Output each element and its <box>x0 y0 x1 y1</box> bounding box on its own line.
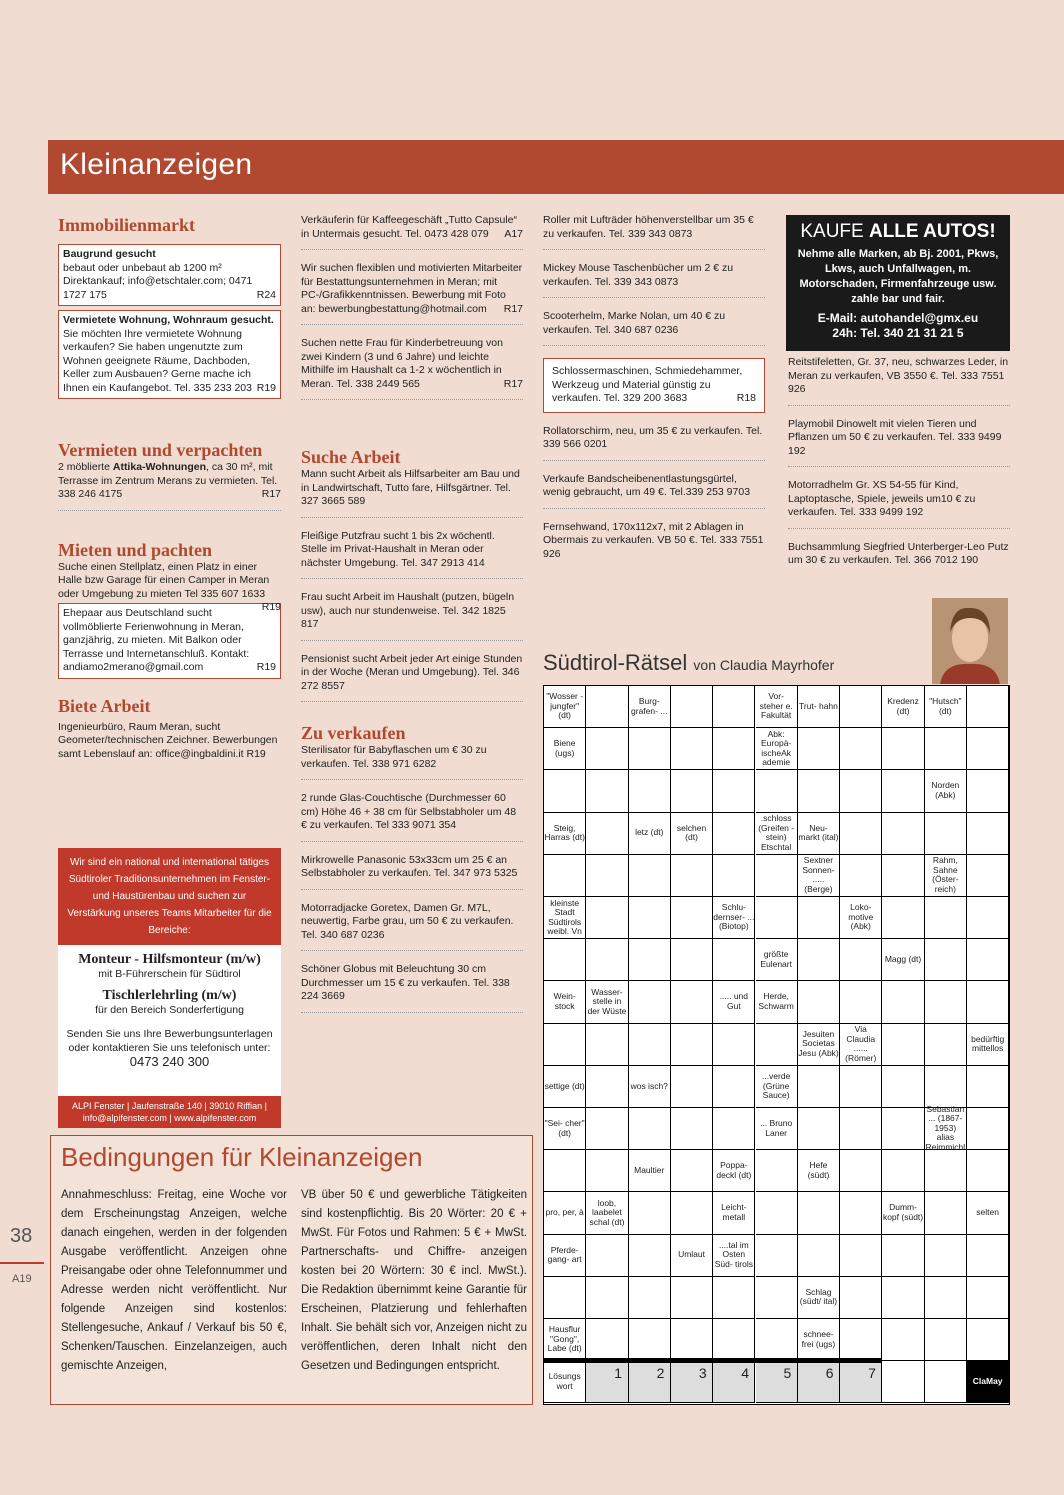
grid-cell[interactable] <box>671 981 713 1023</box>
grid-cell[interactable] <box>586 1277 628 1319</box>
solution-divider <box>544 1358 882 1363</box>
grid-cell[interactable] <box>586 686 628 728</box>
grid-cell[interactable] <box>629 1361 671 1403</box>
ad-couchtische: 2 runde Glas-Couchtische (Durchmesser 60 cm) Höhe 46 + 38 cm für Selbstabholer um 48 € zu verkaufen. Tel 333 9071 354 <box>301 792 523 842</box>
grid-cell[interactable] <box>713 1361 755 1403</box>
grid-cell[interactable] <box>671 686 713 728</box>
clue-cell: Neu- markt (ital) <box>798 813 840 855</box>
grid-cell[interactable] <box>586 939 628 981</box>
clue-cell: Schlu- dernser- ... (Biotop) <box>713 897 755 939</box>
grid-cell[interactable] <box>925 728 967 770</box>
clue-cell: "Hutsch" (dt) <box>925 686 967 728</box>
clue-cell: Norden (Abk) <box>925 770 967 812</box>
clue-cell: Herde, Schwarm <box>756 981 798 1023</box>
conditions-title: Bedingungen für Kleinanzeigen <box>61 1142 423 1172</box>
grid-cell[interactable] <box>629 981 671 1023</box>
grid-cell[interactable] <box>629 1277 671 1319</box>
column-4 <box>788 356 1010 568</box>
grid-cell[interactable] <box>840 813 882 855</box>
grid-cell[interactable] <box>798 981 840 1023</box>
grid-cell[interactable] <box>586 1108 628 1150</box>
grid-cell[interactable] <box>544 939 586 981</box>
grid-cell[interactable] <box>840 981 882 1023</box>
grid-cell[interactable] <box>756 855 798 897</box>
grid-cell[interactable] <box>840 1277 882 1319</box>
grid-cell[interactable] <box>967 770 1009 812</box>
clue-cell: Via Claudia ...... (Römer) <box>840 1024 882 1066</box>
puzzle-title: Südtirol-Rätsel von Claudia Mayrhofer <box>543 650 835 675</box>
grid-cell[interactable] <box>967 855 1009 897</box>
job-title-2: Tischlerlehrling (m/w) <box>102 988 237 1003</box>
brand-cell: ClaMay <box>967 1361 1009 1403</box>
grid-cell[interactable] <box>544 855 586 897</box>
clue-cell: Schlag (südt/ ital) <box>798 1277 840 1319</box>
solution-number: 2 <box>656 1365 665 1382</box>
grid-cell[interactable] <box>629 1319 671 1361</box>
grid-cell[interactable] <box>882 1319 924 1361</box>
grid-cell[interactable] <box>882 855 924 897</box>
car-buying-ad: KAUFE ALLE AUTOS! Nehme alle Marken, ab Bj. 2001, Pkws, Lkws, auch Unfallwagen, m. Motorschaden, Firmenfahrzeuge usw. zahle bar und fair. E-Mail: autohandel@gmx.eu 24h: Tel. 340 21 31 21 5 <box>786 215 1010 351</box>
grid-cell[interactable] <box>586 813 628 855</box>
grid-cell[interactable] <box>586 1024 628 1066</box>
ad-playmobil: Playmobil Dinowelt mit vielen Tieren und Pflanzen um 50 € zu verkaufen. Tel. 333 9499 192 <box>788 418 1010 468</box>
grid-cell[interactable] <box>713 1319 755 1361</box>
ad-buchsammlung: Buchsammlung Siegfried Unterberger-Leo Putz um 30 € zu verkaufen. Tel. 366 7012 190 <box>788 540 1009 566</box>
clue-cell: Umlaut <box>671 1235 713 1277</box>
grid-cell[interactable] <box>840 1066 882 1108</box>
ad-sterilisator: Sterilisator für Babyflaschen um € 30 zu verkaufen. Tel. 338 971 6282 <box>301 744 523 780</box>
grid-cell[interactable] <box>840 1319 882 1361</box>
heading-vermieten: Vermieten und verpachten <box>58 440 263 460</box>
ad-stellplatz: Suche einen Stellplatz, einen Platz in einer Halle bzw Garage für einen Camper in Meran oder Umgebung zu mieten Tel 335 607 1633 R19 <box>58 560 281 613</box>
grid-cell[interactable] <box>671 1150 713 1192</box>
grid-cell[interactable] <box>713 813 755 855</box>
clue-cell: Trut- hahn <box>798 686 840 728</box>
grid-cell[interactable] <box>798 897 840 939</box>
grid-cell[interactable] <box>756 1361 798 1403</box>
clue-cell: Steig, Harras (dt) <box>544 813 586 855</box>
clue-cell: Biene (ugs) <box>544 728 586 770</box>
grid-cell[interactable] <box>840 1150 882 1192</box>
clue-cell: Sextner Sonnen- ..... (Berge) <box>798 855 840 897</box>
grid-cell[interactable] <box>544 1150 586 1192</box>
grid-cell[interactable] <box>882 813 924 855</box>
grid-cell[interactable] <box>586 770 628 812</box>
ad-vermietete-wohnung: Vermietete Wohnung, Wohnraum gesucht. Sie möchten Ihre vermietete Wohnung verkaufen? Sie haben ungenutzte zum Wohnen geeignete Räume, Dachboden, Keller zum Ausbauen? Gerne mache ich Ihnen ein Kaufangebot. Tel. 335 233 203 R19 <box>58 310 281 399</box>
grid-cell[interactable] <box>756 1319 798 1361</box>
clue-cell: "Sei- cher" (dt) <box>544 1108 586 1150</box>
clue-cell: selchen (dt) <box>671 813 713 855</box>
clue-cell: Loko- motive (Abk) <box>840 897 882 939</box>
page-marker <box>0 1262 44 1264</box>
grid-cell[interactable] <box>882 897 924 939</box>
grid-cell[interactable] <box>629 1192 671 1234</box>
grid-cell[interactable] <box>882 1108 924 1150</box>
grid-cell[interactable] <box>756 1024 798 1066</box>
ad-attika: 2 möblierte Attika-Wohnungen, ca 30 m², mit Terrasse im Zentrum Merans zu vermieten. Tel. 338 246 4175 R17 <box>58 461 281 511</box>
ad-bandscheiben: Verkaufe Bandscheibenentlastungsgürtel, wenig gebraucht, um 49 €. Tel.339 253 9703 <box>543 473 765 509</box>
grid-cell[interactable] <box>671 1066 713 1108</box>
grid-cell[interactable] <box>629 770 671 812</box>
ad-verkaeuferin: Verkäuferin für Kaffeegeschäft „Tutto Capsule“ in Untermais gesucht. Tel. 0473 428 079 A17 <box>301 214 523 250</box>
clue-cell: Maultier <box>629 1150 671 1192</box>
ad-mikrowelle: Mirkrowelle Panasonic 53x33cm um 25 € an Selbstabholer zu verkaufen. Tel. 347 973 5325 <box>301 854 523 890</box>
ad-pensionist: Pensionist sucht Arbeit jeder Art einige Stunden in der Woche (Meran und Umgebung). Tel. 346 272 8557 <box>301 653 523 703</box>
ad-rollatorschirm: Rollatorschirm, neu, um 35 € zu verkaufen. Tel. 339 566 0201 <box>543 425 765 461</box>
grid-cell[interactable] <box>967 939 1009 981</box>
grid-cell[interactable] <box>544 1277 586 1319</box>
heading-zu-verkaufen: Zu verkaufen <box>301 723 406 743</box>
clue-cell: Vor- steher e. Fakultät <box>756 686 798 728</box>
grid-cell[interactable] <box>840 1192 882 1234</box>
grid-cell[interactable] <box>925 813 967 855</box>
grid-cell[interactable] <box>586 1361 628 1403</box>
grid-cell[interactable] <box>840 1108 882 1150</box>
grid-cell[interactable] <box>713 770 755 812</box>
conditions-right: VB über 50 € und gewerbliche Tätigkeiten sind kostenpflichtig. Bis 20 Wörter: 20 € + MwSt. Für Fotos und Rahmen: 5 € + MwSt. Partnerschafts- und Chiffre- anzeigen kosten bei 20 Wörtern: 30 € incl. MwSt.). Die Redaktion übernimmt keine Garantie für Erscheinen, Platzierung und fehlerhaften Inhalt. Sie behält sich vor, Anzeigen nicht zu veröffentlichen, deren Inhalt nicht den Gesetzen und Bedingungen entspricht. <box>301 1189 527 1372</box>
grid-cell[interactable] <box>756 897 798 939</box>
grid-cell[interactable] <box>925 897 967 939</box>
grid-cell[interactable] <box>586 1066 628 1108</box>
grid-cell[interactable] <box>925 1024 967 1066</box>
grid-cell[interactable] <box>629 728 671 770</box>
grid-cell[interactable] <box>882 981 924 1023</box>
grid-cell[interactable] <box>671 1108 713 1150</box>
ad-scooterhelm: Scooterhelm, Marke Nolan, um 40 € zu verkaufen. Tel. 340 687 0236 <box>543 310 765 346</box>
grid-cell[interactable] <box>925 1192 967 1234</box>
grid-cell[interactable] <box>671 770 713 812</box>
section-banner <box>48 140 1064 194</box>
grid-cell[interactable] <box>925 939 967 981</box>
clue-cell: "Wosser -jungfer" (dt) <box>544 686 586 728</box>
grid-cell[interactable] <box>629 855 671 897</box>
clue-cell: settige (dt) <box>544 1066 586 1108</box>
ad-ingenieur: Ingenieurbüro, Raum Meran, sucht Geometer/technischen Zeichner. Bewerbungen samt Lebenslauf an: office@ingbaldini.it R19 <box>58 720 278 760</box>
clue-cell: Leicht- metall <box>713 1192 755 1234</box>
grid-cell[interactable] <box>756 1277 798 1319</box>
clue-cell: ... Bruno Laner <box>756 1108 798 1150</box>
job-advertisement: Wir sind ein national und international tätiges Südtiroler Traditionsunternehmen im Fenster- und Haustürenbau und suchen zur Verstärkung unseres Teams Mitarbeiter für die Bereiche: Monteur - Hilfsmonteur (m/w) mit B-Führerschein für Südtirol Tischlerlehrling (m/w) für den Bereich Sonderfertigung Senden Sie uns Ihre Bewerbungsunterlagen oder kontaktieren Sie uns telefonisch unter: 0473 240 300 ALPI Fenster | Jaufenstraße 140 | 39010 Riffian | info@alpifenster.com | www.alpifenster.com <box>58 848 281 1128</box>
grid-cell[interactable] <box>967 813 1009 855</box>
grid-cell[interactable] <box>925 1361 967 1403</box>
grid-cell[interactable] <box>671 1024 713 1066</box>
ad-fernsehwand: Fernsehwand, 170x112x7, mit 2 Ablagen in Obermais zu verkaufen. VB 50 €. Tel. 333 7551 926 <box>543 520 764 560</box>
clue-cell: ....tal im Osten Süd- tirols <box>713 1235 755 1277</box>
grid-cell[interactable] <box>840 939 882 981</box>
ad-hilfsarbeiter: Mann sucht Arbeit als Hilfsarbeiter am Bau und in Landwirtschaft, Tutto fare, Hilfsgärtner. Tel. 327 3665 589 <box>301 468 523 518</box>
grid-cell[interactable] <box>798 1235 840 1277</box>
grid-cell[interactable] <box>925 1235 967 1277</box>
solution-number: 3 <box>698 1365 707 1382</box>
conditions-box <box>50 1135 533 1405</box>
clue-cell: schnee- frei (ugs) <box>798 1319 840 1361</box>
clue-cell: Hausflur "Gong", Labe (dt) <box>544 1319 586 1361</box>
grid-cell[interactable] <box>756 1192 798 1234</box>
grid-cell[interactable] <box>967 1108 1009 1150</box>
clue-cell: pro, per, à <box>544 1192 586 1234</box>
grid-cell[interactable] <box>882 770 924 812</box>
grid-cell[interactable] <box>840 1235 882 1277</box>
clue-cell: kleinste Stadt Südtirols weibl. Vn <box>544 897 586 939</box>
ad-baugrund: Baugrund gesucht bebaut oder unbebaut ab 1200 m² Direktankauf; info@etschtaler.com; 0471 1727 175 R24 <box>58 244 281 306</box>
grid-cell[interactable] <box>756 770 798 812</box>
grid-cell[interactable] <box>882 1024 924 1066</box>
clue-cell: ...verde (Grüne Sauce) <box>756 1066 798 1108</box>
solution-number: 7 <box>868 1365 876 1382</box>
grid-cell[interactable] <box>967 981 1009 1023</box>
grid-cell[interactable] <box>586 728 628 770</box>
grid-cell[interactable] <box>882 1150 924 1192</box>
section-title: Kleinanzeigen <box>60 148 253 181</box>
heading-immobilien: Immobilienmarkt <box>58 215 195 235</box>
grid-cell[interactable] <box>967 1277 1009 1319</box>
clue-cell: ..... und Gut <box>713 981 755 1023</box>
ad-schlosser: Schlossermaschinen, Schmiedehammer, Werkzeug und Material günstig zu verkaufen. Tel. 329 200 3683 R18 <box>543 358 765 413</box>
grid-cell[interactable] <box>629 897 671 939</box>
heading-mieten: Mieten und pachten <box>58 539 213 560</box>
grid-cell[interactable] <box>967 897 1009 939</box>
clue-cell: Pferde- gang- art <box>544 1235 586 1277</box>
grid-cell[interactable] <box>840 728 882 770</box>
ad-haushalt: Frau sucht Arbeit im Haushalt (putzen, bügeln usw), auch nur stundenweise. Tel. 342 1825 817 <box>301 591 523 641</box>
ad-globus: Schöner Globus mit Beleuchtung 30 cm Durchmesser um 15 € zu verkaufen. Tel. 338 224 3669 <box>301 963 523 1013</box>
clue-cell: Sebastian ... (1867- 1953) alias Reimmichl <box>925 1103 966 1152</box>
grid-cell[interactable] <box>967 1319 1009 1361</box>
grid-cell[interactable] <box>544 1024 586 1066</box>
clue-cell: wos isch? <box>629 1066 671 1108</box>
clue-cell: Hefe (südt) <box>798 1150 840 1192</box>
grid-cell[interactable] <box>713 728 755 770</box>
grid-cell[interactable] <box>713 1108 755 1150</box>
ad-mickey: Mickey Mouse Taschenbücher um 2 € zu verkaufen. Tel. 339 343 0873 <box>543 262 765 298</box>
heading-suche-arbeit: Suche Arbeit <box>301 447 401 467</box>
grid-cell[interactable] <box>925 1319 967 1361</box>
solution-number: 4 <box>741 1365 749 1382</box>
grid-cell[interactable] <box>798 1192 840 1234</box>
grid-cell[interactable] <box>925 981 967 1023</box>
grid-cell[interactable] <box>713 939 755 981</box>
grid-cell[interactable] <box>671 1319 713 1361</box>
ad-bestattung: Wir suchen flexiblen und motivierten Mitarbeiter für Bestattungsunternehmen in Meran; mit PC-/Grafikkenntnissen. Bewerbung mit Foto an: bewerbungbestattung@hotmail.com R17 <box>301 262 523 325</box>
grid-cell[interactable] <box>629 1024 671 1066</box>
grid-cell[interactable] <box>840 686 882 728</box>
ad-kinderbetreuung: Suchen nette Frau für Kinderbetreuung von zwei Kindern (3 und 6 Jahre) und leichte Mithilfe im Haushalt ca 1-2 x wöchentlich in Meran. Tel. 338 2449 565 R17 <box>301 337 523 400</box>
clue-cell: Kredenz (dt) <box>882 686 924 728</box>
grid-cell[interactable] <box>544 770 586 812</box>
ad-ferienwohnung: Ehepaar aus Deutschland sucht vollmöblierte Ferienwohnung in Meran, ganzjährig, zu mieten. Mit Balkon oder Terrasse und Internetanschluß. Kontakt: andiamo2merano@gmail.com R19 <box>58 603 281 679</box>
grid-cell[interactable] <box>713 1277 755 1319</box>
conditions-left: Annahmeschluss: Freitag, eine Woche vor dem Erscheinungstag Anzeigen, welche danach eingehen, werden in der folgenden Ausgabe veröffentlicht. Anzeigen ohne Preisangabe oder ohne Telefonnummer und Adresse werden nicht veröffentlicht. Nur folgende Anzeigen sind kostenlos: Stellengesuche, Ankauf / Verkauf bis 50 €, Schenken/Tauschen. Einzelanzeigen, auch gemischte Anzeigen, <box>61 1189 287 1372</box>
clue-cell: Abk: Europä- ischeAk ademie <box>756 728 798 770</box>
grid-cell[interactable] <box>840 855 882 897</box>
grid-cell[interactable] <box>713 686 755 728</box>
solution-number: 5 <box>783 1365 792 1382</box>
grid-cell[interactable] <box>925 1066 967 1108</box>
clue-cell: letz (dt) <box>629 813 671 855</box>
solution-number: 6 <box>825 1365 834 1382</box>
grid-cell[interactable] <box>798 1108 840 1150</box>
page-number: 38 <box>10 1225 33 1247</box>
grid-cell[interactable] <box>671 939 713 981</box>
clue-cell: Rahm, Sahne (Öster- reich) <box>925 855 967 897</box>
grid-cell[interactable] <box>925 1277 967 1319</box>
clue-cell: Magg (dt) <box>882 939 924 981</box>
grid-cell[interactable] <box>967 1235 1009 1277</box>
grid-cell[interactable] <box>629 1235 671 1277</box>
grid-cell[interactable] <box>756 1235 798 1277</box>
grid-cell[interactable] <box>967 686 1009 728</box>
grid-cell[interactable] <box>798 1066 840 1108</box>
solution-label: Lösungs wort <box>544 1361 586 1403</box>
grid-cell[interactable] <box>713 1066 755 1108</box>
column-2 <box>301 214 523 1025</box>
clue-cell: loob, laabelet schal (dt) <box>586 1192 628 1234</box>
grid-cell[interactable] <box>882 728 924 770</box>
grid-cell[interactable] <box>586 897 628 939</box>
grid-cell[interactable] <box>671 855 713 897</box>
clue-cell: Wein- stock <box>544 981 586 1023</box>
grid-cell[interactable] <box>586 1235 628 1277</box>
clue-cell: größte Eulenart <box>756 939 798 981</box>
grid-cell[interactable] <box>629 939 671 981</box>
job-phone: 0473 240 300 <box>129 1054 210 1069</box>
grid-cell[interactable] <box>798 770 840 812</box>
ad-motorradjacke: Motorradjacke Goretex, Damen Gr. M7L, neuwertig, Farbe grau, um 50 € zu verkaufen. Tel. 340 687 0236 <box>301 902 523 952</box>
grid-cell[interactable] <box>967 728 1009 770</box>
clue-cell: Jesuiten Societas Jesu (Abk) <box>798 1024 840 1066</box>
clue-cell: bedürftig mittellos <box>967 1024 1009 1066</box>
grid-cell[interactable] <box>713 1024 755 1066</box>
ad-roller: Roller mit Lufträder höhenverstellbar um 35 € zu verkaufen. Tel. 339 343 0873 <box>543 214 765 250</box>
grid-cell[interactable] <box>967 1150 1009 1192</box>
grid-cell[interactable] <box>713 855 755 897</box>
grid-cell[interactable] <box>882 1277 924 1319</box>
grid-cell[interactable] <box>586 855 628 897</box>
grid-cell[interactable] <box>756 1150 798 1192</box>
grid-cell[interactable] <box>925 1150 967 1192</box>
job-title-1: Monteur - Hilfsmonteur (m/w) <box>78 952 261 967</box>
column-3 <box>543 214 765 561</box>
grid-cell[interactable] <box>882 1361 924 1403</box>
grid-cell[interactable] <box>798 728 840 770</box>
page-code: A19 <box>12 1273 32 1285</box>
grid-cell[interactable] <box>671 1192 713 1234</box>
column-1 <box>58 214 281 761</box>
grid-cell[interactable] <box>586 1319 628 1361</box>
ad-putzfrau: Fleißige Putzfrau sucht 1 bis 2x wöchentl. Stelle im Privat-Haushalt in Meran oder nächster Umgebung. Tel. 347 2913 414 <box>301 530 523 580</box>
clue-cell: Burg- grafen- ... <box>629 686 671 728</box>
grid-cell[interactable] <box>798 939 840 981</box>
clue-cell: Poppa- deckl (dt) <box>713 1150 755 1192</box>
grid-cell[interactable] <box>967 1066 1009 1108</box>
grid-cell[interactable] <box>671 897 713 939</box>
grid-cell[interactable] <box>840 770 882 812</box>
clue-cell: Wasser- stelle in der Wüste <box>586 981 628 1023</box>
grid-cell[interactable] <box>882 1066 924 1108</box>
ad-reitstiefel: Reitstifeletten, Gr. 37, neu, schwarzes Leder, in Meran zu verkaufen, VB 3550 €. Tel. 333 7551 926 <box>788 356 1010 406</box>
solution-number: 1 <box>614 1365 623 1382</box>
clue-cell: .schloss (Greifen -stein) Etschtal <box>756 813 798 855</box>
grid-cell[interactable] <box>629 1108 671 1150</box>
grid-cell[interactable] <box>586 1150 628 1192</box>
ad-motorradhelm: Motorradhelm Gr. XS 54-55 für Kind, Laptoptasche, Spiele, jeweils um10 € zu verkaufen. Tel. 333 9499 192 <box>788 479 1010 529</box>
heading-biete-arbeit: Biete Arbeit <box>58 695 151 716</box>
grid-cell[interactable] <box>671 1277 713 1319</box>
grid-cell[interactable] <box>671 728 713 770</box>
grid-cell[interactable] <box>840 1361 882 1403</box>
grid-cell[interactable] <box>882 1235 924 1277</box>
author-photo <box>932 598 1008 684</box>
clue-cell: Dumm- kopf (südt) <box>882 1192 924 1234</box>
clue-cell: selten <box>967 1192 1009 1234</box>
crossword-grid[interactable] <box>543 685 1010 1405</box>
